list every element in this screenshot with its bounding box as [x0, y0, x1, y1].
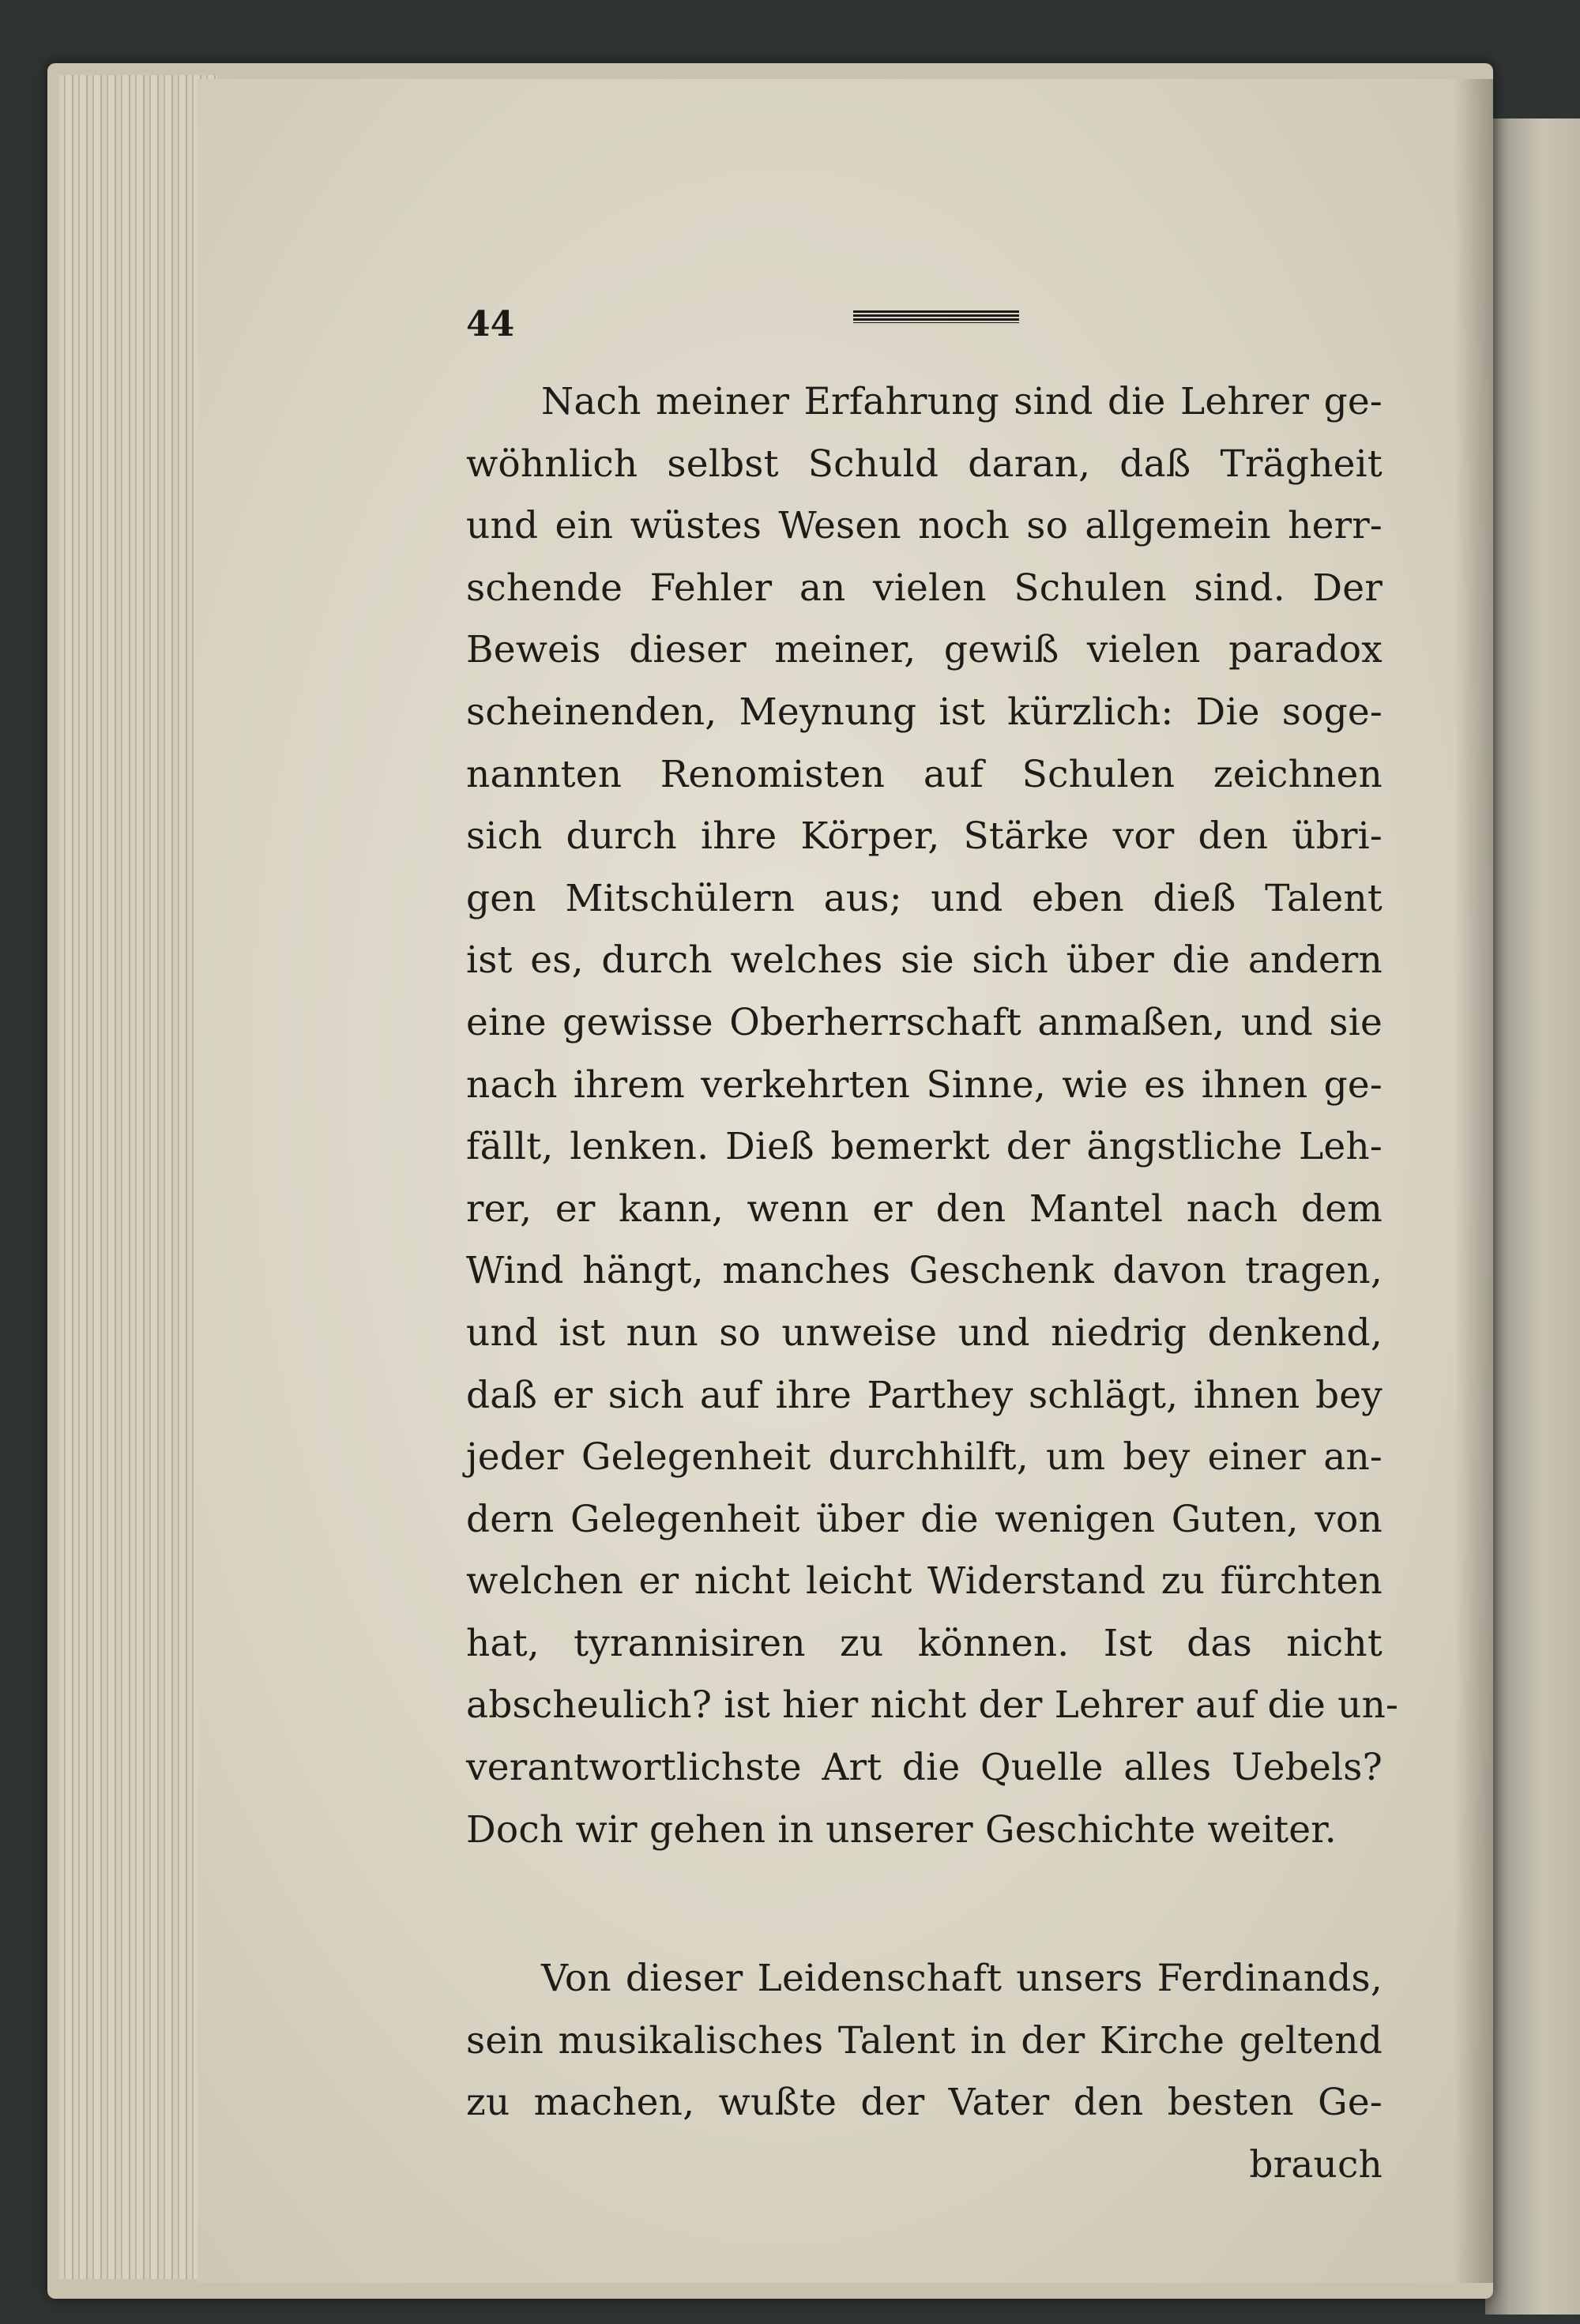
- paragraph-gap: [466, 1861, 1382, 1948]
- text-line: abscheulich? ist hier nicht der Lehrer auf die un-: [466, 1683, 1399, 1728]
- text-line: hat, tyrannisiren zu können. Ist das nicht: [466, 1621, 1382, 1665]
- text-line: eine gewisse Oberherrschaft anmaßen, und sie: [466, 1000, 1382, 1044]
- text-line: gen Mitschülern aus; und eben dieß Talent: [466, 876, 1382, 920]
- page-header: [466, 304, 1098, 352]
- text-line: nach ihrem verkehrten Sinne, wie es ihnen ge-: [466, 1062, 1382, 1107]
- text-line: scheinenden, Meynung ist kürzlich: Die soge-: [466, 690, 1382, 734]
- text-line: zu machen, wußte der Vater den besten Ge-: [466, 2081, 1382, 2125]
- text-line: wöhnlich selbst Schuld daran, daß Trägheit: [466, 442, 1382, 486]
- header-ornament-rule: [853, 310, 1019, 323]
- text-line: Beweis dieser meiner, gewiß vielen paradox: [466, 628, 1382, 672]
- text-line: Nach meiner Erfahrung sind die Lehrer ge-: [541, 380, 1382, 423]
- text-line: verantwortlichste Art die Quelle alles Uebels?: [466, 1746, 1382, 1790]
- text-line: Wind hängt, manches Geschenk davon tragen,: [466, 1249, 1382, 1293]
- text-line: fällt, lenken. Dieß bemerkt der ängstliche Leh-: [466, 1125, 1382, 1169]
- body-text: [466, 371, 1399, 2197]
- catchword: brauch: [1249, 2143, 1382, 2187]
- text-line: Doch wir gehen in unserer Geschichte weiter.: [466, 1807, 1337, 1852]
- next-page-edge: [1485, 118, 1580, 2315]
- text-line: schende Fehler an vielen Schulen sind. Der: [466, 566, 1382, 610]
- text-line: nannten Renomisten auf Schulen zeichnen: [466, 752, 1382, 796]
- text-line: dern Gelegenheit über die wenigen Guten, von: [466, 1497, 1382, 1541]
- text-line: und ein wüstes Wesen noch so allgemein herr-: [466, 504, 1382, 548]
- gutter-shadow: [1454, 79, 1493, 2283]
- text-line: und ist nun so unweise und niedrig denkend,: [466, 1311, 1382, 1355]
- text-line: sein musikalisches Talent in der Kirche geltend: [466, 2018, 1382, 2063]
- text-line: welchen er nicht leicht Widerstand zu fürchten: [466, 1559, 1382, 1604]
- text-line: jeder Gelegenheit durchhilft, um bey einer an-: [466, 1435, 1382, 1480]
- text-line: ist es, durch welches sie sich über die andern: [466, 938, 1382, 983]
- text-line: sich durch ihre Körper, Stärke vor den übri-: [466, 814, 1382, 859]
- text-line: rer, er kann, wenn er den Mantel nach dem: [466, 1186, 1382, 1231]
- text-line: daß er sich auf ihre Parthey schlägt, ihnen bey: [466, 1373, 1382, 1417]
- page-edges: [59, 75, 217, 2279]
- text-line: Von dieser Leidenschaft unsers Ferdinands,: [541, 1957, 1382, 2001]
- page-number: 44: [466, 304, 515, 344]
